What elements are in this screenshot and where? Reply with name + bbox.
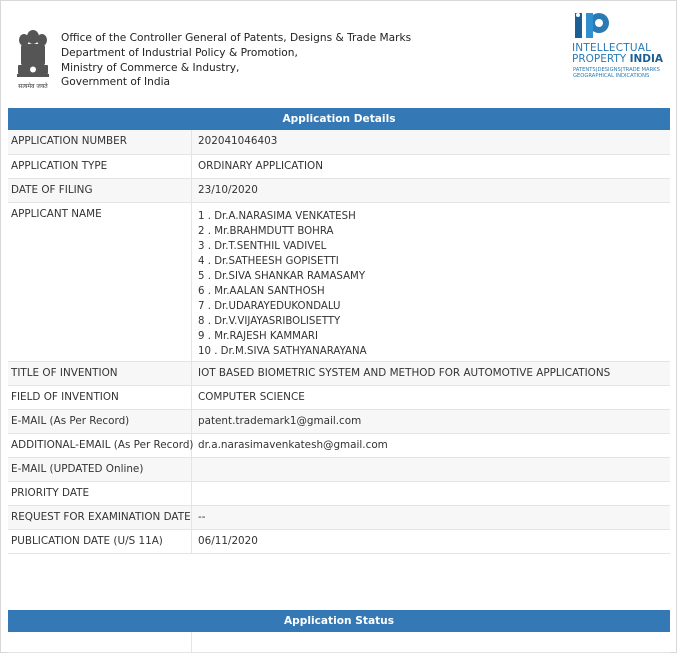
applicant-item: 5 . Dr.SIVA SHANKAR RAMASAMY: [198, 271, 366, 282]
office-title: [61, 31, 411, 90]
row-value: 06/11/2020: [198, 535, 258, 547]
table-row: [8, 458, 670, 482]
table-row: [8, 410, 670, 434]
row-value: ORDINARY APPLICATION: [198, 160, 323, 172]
office-line-1: Office of the Controller General of Patents, Designs & Trade Marks: [61, 32, 412, 44]
table-row: [8, 130, 670, 155]
row-label: E-MAIL (As Per Record): [8, 410, 192, 433]
table-row: [8, 179, 670, 203]
row-value: [192, 458, 670, 481]
table-row: [8, 362, 670, 386]
row-label: REQUEST FOR EXAMINATION DATE: [8, 506, 192, 529]
ipi-line-2: PROPERTY INDIA: [572, 53, 664, 65]
table-row: [8, 386, 670, 410]
table-row: [8, 434, 670, 458]
ipi-line-3: PATENTS|DESIGNS|TRADE MARKS GEOGRAPHICAL INDICATIONS: [573, 67, 660, 79]
row-value: --: [198, 511, 206, 523]
applicant-item: 1 . Dr.A.NARASIMA VENKATESH: [198, 211, 356, 222]
application-status-heading: Application Status: [8, 610, 670, 632]
row-label: E-MAIL (UPDATED Online): [8, 458, 192, 481]
applicant-item: 8 . Dr.V.VIJAYASRIBOLISETTY: [198, 316, 341, 327]
national-emblem-icon: [14, 27, 52, 91]
row-label: PUBLICATION DATE (U/S 11A): [8, 530, 192, 553]
application-status-table: [8, 610, 670, 653]
applicant-item: 7 . Dr.UDARAYEDUKONDALU: [198, 301, 341, 312]
table-row: [8, 155, 670, 179]
row-label: FIELD OF INVENTION: [8, 386, 192, 409]
office-line-4: Government of India: [61, 76, 171, 89]
page-header: [0, 0, 677, 100]
status-label-cell: [8, 632, 192, 652]
office-line-3: Ministry of Commerce & Industry,: [61, 61, 240, 74]
applicant-item: 4 . Dr.SATHEESH GOPISETTI: [198, 256, 339, 267]
table-row: [8, 530, 670, 554]
application-details-table: [8, 108, 670, 554]
details-rows: [8, 130, 670, 554]
applicant-item: 6 . Mr.AALAN SANTHOSH: [198, 286, 325, 297]
ip-india-logo: [572, 11, 676, 91]
row-value: patent.trademark1@gmail.com: [198, 415, 362, 427]
status-row: [8, 632, 670, 653]
row-value: [192, 482, 670, 505]
row-value: IOT BASED BIOMETRIC SYSTEM AND METHOD FOR AUTOMOTIVE APPLICATIONS: [198, 367, 611, 379]
row-value: 202041046403: [198, 135, 278, 147]
ipi-line-1: INTELLECTUAL: [572, 42, 652, 54]
row-label: ADDITIONAL-EMAIL (As Per Record): [8, 434, 192, 457]
row-label: APPLICATION TYPE: [8, 155, 192, 178]
row-label: PRIORITY DATE: [8, 482, 192, 505]
applicant-item: 10 . Dr.M.SIVA SATHYANARAYANA: [198, 346, 367, 357]
application-details-heading: Application Details: [8, 108, 670, 130]
table-row: [8, 506, 670, 530]
row-label: APPLICANT NAME: [8, 203, 192, 361]
row-label: TITLE OF INVENTION: [8, 362, 192, 385]
row-label: APPLICATION NUMBER: [8, 130, 192, 154]
row-label: DATE OF FILING: [8, 179, 192, 202]
table-row: [8, 203, 670, 362]
applicant-list: [192, 203, 670, 361]
status-value-cell: [192, 632, 670, 652]
row-value: COMPUTER SCIENCE: [198, 391, 305, 403]
row-value: dr.a.narasimavenkatesh@gmail.com: [198, 439, 388, 451]
applicant-item: 2 . Mr.BRAHMDUTT BOHRA: [198, 226, 334, 237]
emblem-caption: सत्यमेव जयते: [18, 83, 48, 90]
applicant-item: 3 . Dr.T.SENTHIL VADIVEL: [198, 241, 327, 252]
row-value: 23/10/2020: [198, 184, 258, 196]
office-line-2: Department of Industrial Policy & Promotion,: [61, 46, 298, 59]
applicant-item: 9 . Mr.RAJESH KAMMARI: [198, 331, 319, 342]
ip-india-mark-icon: [572, 11, 614, 41]
table-row: [8, 482, 670, 506]
